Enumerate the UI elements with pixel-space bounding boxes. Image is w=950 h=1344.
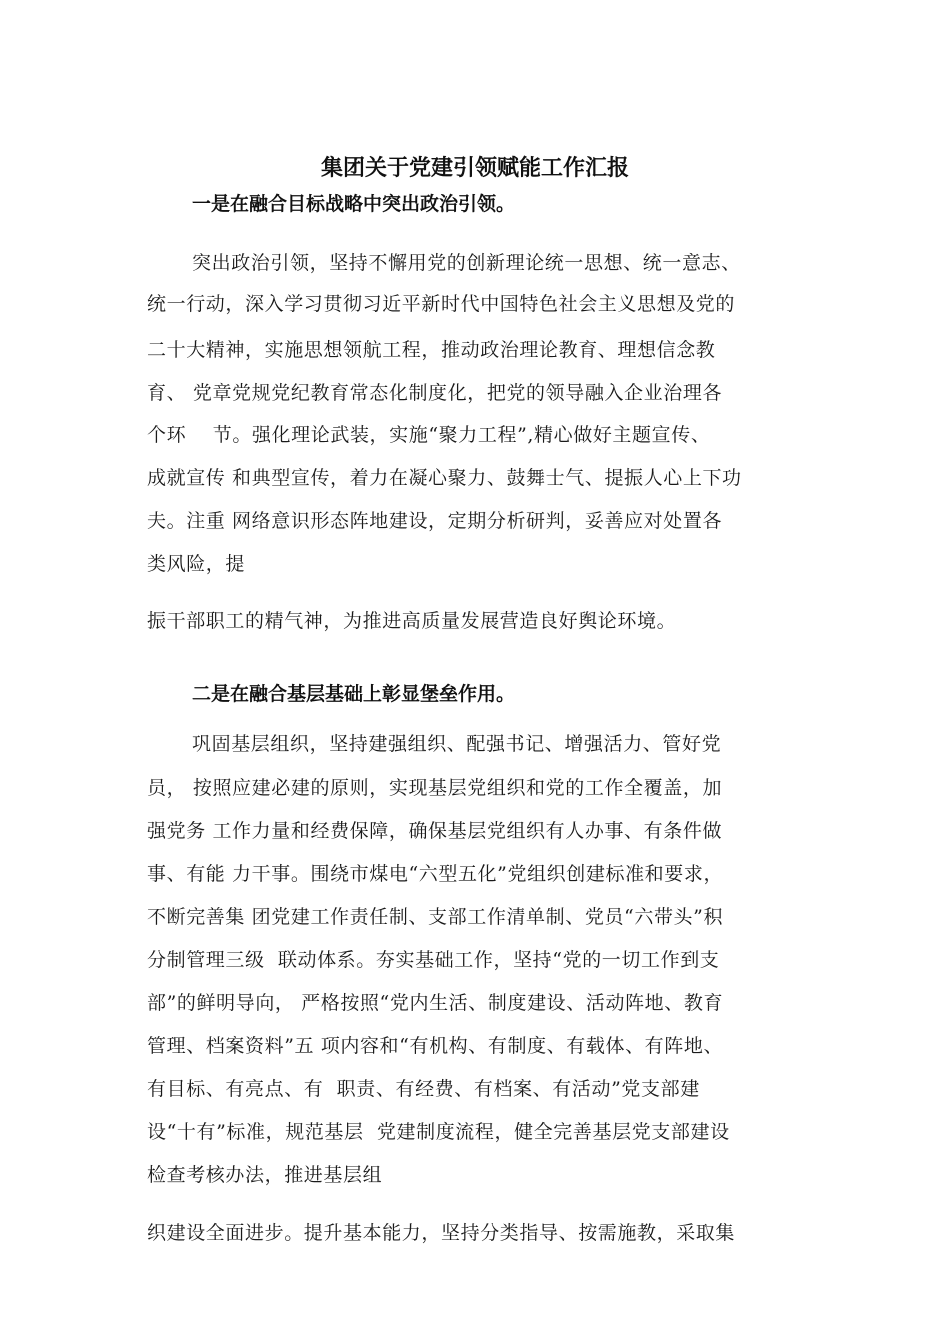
paragraph-continuation: 振干部职工的精气神，为推进高质量发展营造良好舆论环境。 xyxy=(147,610,677,632)
paragraph-line: 分制管理三级 联动体系。夯实基础工作，坚持“党的一切工作到支 xyxy=(147,949,720,971)
paragraph-line: 巩固基层组织，坚持建强组织、配强书记、增强活力、管好党 xyxy=(192,733,722,755)
paragraph-line: 夫。注重 网络意识形态阵地建设，定期分析研判，妥善应对处置各 xyxy=(147,510,723,532)
paragraph-line: 设“十有”标准，规范基层 党建制度流程，健全完善基层党支部建设 xyxy=(147,1121,730,1143)
paragraph-line: 强党务 工作力量和经费保障，确保基层党组织有人办事、有条件做 xyxy=(147,820,723,842)
paragraph-line: 突出政治引领，坚持不懈用党的创新理论统一思想、统一意志、 xyxy=(192,252,741,274)
paragraph-line: 成就宣传 和典型宣传，着力在凝心聚力、鼓舞士气、提振人心上下功 xyxy=(147,467,742,489)
paragraph-line: 事、有能 力干事。围绕市煤电“六型五化”党组织创建标准和要求， xyxy=(147,863,724,885)
paragraph-line: 个环 节。强化理论武装，实施“聚力工程”,精心做好主题宣传、 xyxy=(147,424,711,446)
paragraph-line: 管理、档案资料”五 项内容和“有机构、有制度、有载体、有阵地、 xyxy=(147,1035,724,1057)
paragraph-line: 统一行动，深入学习贯彻习近平新时代中国特色社会主义思想及党的 xyxy=(147,293,736,315)
paragraph-line: 有目标、有亮点、有 职责、有经费、有档案、有活动”党支部建 xyxy=(147,1078,700,1100)
paragraph-line: 员， 按照应建必建的原则，实现基层党组织和党的工作全覆盖，加 xyxy=(147,777,723,799)
paragraph-line: 类风险，提 xyxy=(147,553,246,575)
document-title: 集团关于党建引领赋能工作汇报 xyxy=(320,156,629,181)
section-2-heading: 二是在融合基层基础上彰显堡垒作用。 xyxy=(192,683,516,705)
paragraph-line: 二十大精神，实施思想领航工程，推动政治理论教育、理想信念教 xyxy=(147,339,716,361)
paragraph-line: 部”的鲜明导向， 严格按照“党内生活、制度建设、活动阵地、教育 xyxy=(147,992,724,1014)
paragraph-line: 检查考核办法，推进基层组 xyxy=(147,1164,383,1186)
section-1-heading: 一是在融合目标战略中突出政治引领。 xyxy=(192,193,516,215)
paragraph-line: 不断完善集 团党建工作责任制、支部工作清单制、党员“六带头”积 xyxy=(147,906,724,928)
paragraph-continuation: 织建设全面进步。提升基本能力，坚持分类指导、按需施教，采取集 xyxy=(147,1222,736,1244)
paragraph-line: 育、 党章党规党纪教育常态化制度化，把党的领导融入企业治理各 xyxy=(147,382,723,404)
